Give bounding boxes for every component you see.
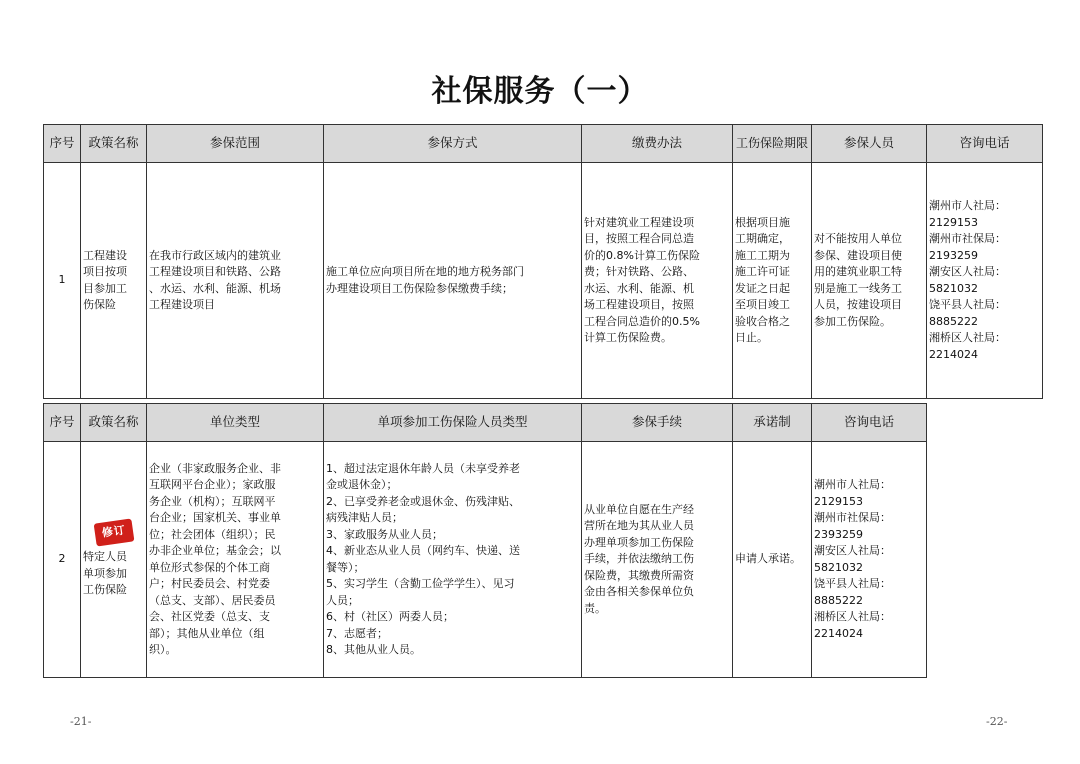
text-line: 日止。	[735, 331, 768, 344]
text-line: 位；社会团体（组织）；民	[149, 527, 276, 541]
text-line: 水运、水利、能源、机	[584, 281, 694, 295]
text-line: 责。	[584, 601, 606, 615]
row-number: 1	[44, 163, 81, 399]
text-line: 施工单位应向项目所在地的地方税务部门	[326, 265, 524, 278]
text-line: 价的0.8%计算工伤保险	[584, 248, 700, 262]
text-line: 病残津贴人员；	[326, 511, 403, 524]
text-line: 8885222	[929, 314, 978, 328]
period-cell	[733, 163, 812, 399]
text-line: 伤保险	[83, 298, 116, 311]
text-line: 验收合格之	[735, 314, 790, 328]
header-cell: 序号	[44, 125, 81, 163]
text-line: 办理单项参加工伤保险	[584, 535, 694, 549]
text-line: 参保、建设项目使	[814, 248, 902, 262]
text-line: 针对建筑业工程建设项	[584, 215, 694, 229]
text-line: 工期确定，	[735, 232, 790, 245]
policy-name-cell	[81, 442, 147, 678]
header-cell: 工伤保险期限	[733, 125, 812, 163]
header-cell: 咨询电话	[927, 125, 1043, 163]
text-line: 2214024	[929, 347, 978, 361]
header-cell: 序号	[44, 404, 81, 442]
text-line: 互联网平台企业）；家政服	[149, 478, 276, 491]
text-line: 工伤保险	[83, 583, 127, 596]
text-line: 8、其他从业人员。	[326, 643, 421, 656]
text-line: 饶平县人社局：	[814, 577, 891, 590]
commitment-cell: 申请人承诺。	[733, 442, 812, 678]
text-line: 2193259	[929, 248, 978, 262]
text-line: 潮州市人社局：	[929, 199, 1006, 212]
text-line: 施工许可证	[735, 265, 790, 278]
text-line: 营所在地为其从业人员	[584, 519, 694, 533]
page-number-right: -22-	[986, 715, 1008, 728]
text-line: 发证之日起	[735, 281, 790, 295]
text-line: 参加工伤保险。	[814, 314, 891, 328]
text-line: 单项参加	[83, 566, 127, 580]
text-line: 湘桥区人社局：	[929, 331, 1006, 344]
text-line: 7、志愿者；	[326, 626, 388, 640]
text-line: 1、超过法定退休年龄人员（未享受养老	[326, 461, 520, 475]
text-line: 3、家政服务从业人员；	[326, 527, 443, 541]
header-cell: 参保方式	[324, 125, 582, 163]
text-line: 用的建筑业职工特	[814, 265, 902, 278]
text-line: 单位形式参保的个体工商	[149, 560, 270, 574]
text-line: 办非企业单位；基金会；以	[149, 544, 281, 557]
page-number-left: -21-	[70, 715, 92, 728]
table-row	[44, 163, 1043, 399]
person-types-cell	[324, 442, 582, 678]
header-cell: 参保手续	[582, 404, 733, 442]
table-header-row	[44, 404, 927, 442]
text-line: 手续，并依法缴纳工伤	[584, 552, 694, 566]
phone-cell	[927, 163, 1043, 399]
text-line: 、水运、水利、能源、机场	[149, 281, 281, 295]
header-cell: 单位类型	[147, 404, 324, 442]
text-line: 2214024	[814, 626, 863, 640]
text-line: 保险费，其缴费所需资	[584, 568, 694, 582]
text-line: 目，按照工程合同总造	[584, 232, 694, 245]
text-line: 目参加工	[83, 281, 127, 295]
scope-cell	[147, 163, 324, 399]
procedure-cell	[582, 442, 733, 678]
header-cell: 缴费办法	[582, 125, 733, 163]
header-cell: 政策名称	[81, 125, 147, 163]
text-line: 别是施工一线务工	[814, 281, 902, 295]
page-title: 社保服务（一）	[431, 74, 649, 109]
text-line: 从业单位自愿在生产经	[584, 502, 694, 516]
persons-cell	[812, 163, 927, 399]
text-line: 在我市行政区域内的建筑业	[149, 248, 281, 262]
text-line: 4、新业态从业人员（网约车、快递、送	[326, 544, 520, 557]
text-line: 对不能按用人单位	[814, 232, 902, 245]
text-line: 饶平县人社局：	[929, 298, 1006, 311]
text-line: 至项目竣工	[735, 298, 790, 311]
text-line: 特定人员	[83, 550, 127, 563]
header-cell: 政策名称	[81, 404, 147, 442]
header-cell: 承诺制	[733, 404, 812, 442]
revised-stamp: 修订	[93, 518, 134, 546]
text-line: 施工工期为	[735, 248, 790, 262]
text-line: 办理建设项目工伤保险参保缴费手续；	[326, 281, 513, 295]
text-line: 2129153	[814, 494, 863, 508]
policy-name	[83, 549, 144, 599]
text-line: 2393259	[814, 527, 863, 541]
text-line: 费；针对铁路、公路、	[584, 265, 694, 278]
text-line: 湘桥区人社局：	[814, 610, 891, 623]
text-line: 工程建设项目	[149, 298, 215, 311]
text-line: 潮州市人社局：	[814, 478, 891, 491]
text-line: 台企业；国家机关、事业单	[149, 511, 281, 524]
text-line: 人员；	[326, 593, 359, 607]
unit-types-cell	[147, 442, 324, 678]
policy-name	[81, 163, 147, 399]
text-line: 织）。	[149, 643, 177, 656]
text-line: 潮安区人社局：	[929, 265, 1006, 278]
text-line: 人员，按建设项目	[814, 298, 902, 311]
text-line: 5821032	[929, 281, 978, 295]
text-line: 2、已享受养老金或退休金、伤残津贴、	[326, 494, 520, 508]
text-line: 餐等）；	[326, 560, 365, 574]
method-cell	[324, 163, 582, 399]
text-line: 工程建设项目和铁路、公路	[149, 265, 281, 278]
text-line: 金由各相关参保单位负	[584, 585, 694, 599]
text-line: 潮安区人社局：	[814, 544, 891, 557]
header-cell: 参保范围	[147, 125, 324, 163]
payment-cell	[582, 163, 733, 399]
text-line: 6、村（社区）两委人员；	[326, 610, 454, 623]
text-line: 部）；其他从业单位（组	[149, 626, 265, 640]
text-line: 项目按项	[83, 265, 127, 278]
text-line: 计算工伤保险费。	[584, 331, 672, 344]
policy-table-1	[43, 124, 1043, 399]
text-line: 潮州市社保局：	[814, 511, 891, 524]
text-line: 根据项目施	[735, 215, 790, 229]
header-cell: 参保人员	[812, 125, 927, 163]
policy-table-2	[43, 403, 927, 678]
text-line: 5、实习学生（含勤工俭学学生）、见习	[326, 577, 515, 590]
header-cell: 咨询电话	[812, 404, 927, 442]
text-line: 工程合同总造价的0.5%	[584, 314, 700, 328]
text-line: （总支、支部）、居民委员	[149, 593, 276, 607]
text-line: 2129153	[929, 215, 978, 229]
header-cell: 单项参加工伤保险人员类型	[324, 404, 582, 442]
text-line: 5821032	[814, 560, 863, 574]
table-header-row	[44, 125, 1043, 163]
text-line: 户；村民委员会、村党委	[149, 577, 270, 590]
phone-cell	[812, 442, 927, 678]
row-number: 2	[44, 442, 81, 678]
table-row	[44, 442, 927, 678]
text-line: 企业（非家政服务企业、非	[149, 461, 281, 475]
text-line: 工程建设	[83, 248, 127, 262]
text-line: 8885222	[814, 593, 863, 607]
text-line: 会、社区党委（总支、支	[149, 610, 270, 623]
text-line: 务企业（机构）；互联网平	[149, 494, 276, 508]
text-line: 场工程建设项目，按照	[584, 298, 694, 311]
text-line: 潮州市社保局：	[929, 232, 1006, 245]
text-line: 金或退休金）；	[326, 478, 398, 491]
